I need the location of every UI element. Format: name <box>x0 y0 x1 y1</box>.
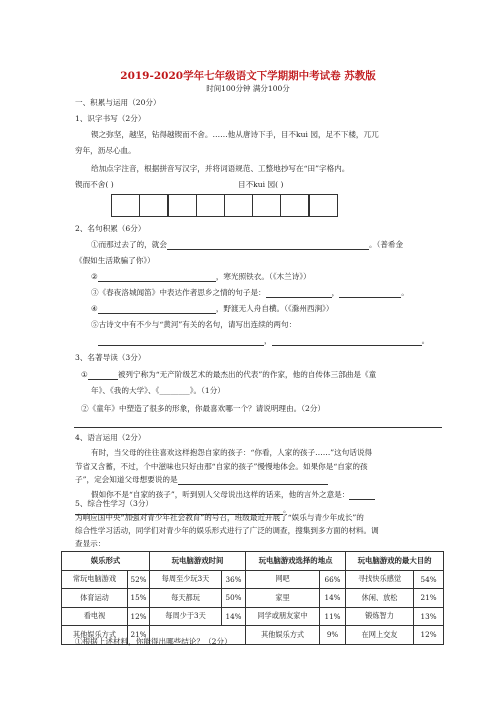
table-cell: 锻炼智力 <box>346 607 414 626</box>
q1-instruction: 给加点字注音，根据拼音写汉字，并将词语规范、工整地抄写在“田”字格内。 <box>91 164 350 173</box>
tian-grid[interactable] <box>112 194 338 217</box>
table-cell: 15% <box>128 589 150 608</box>
answer-blank[interactable] <box>167 240 369 250</box>
tian-cell[interactable] <box>168 194 197 217</box>
tian-cell[interactable] <box>280 194 309 217</box>
period: 。 <box>283 505 291 514</box>
q2-line-4-num: ④ <box>91 304 98 313</box>
section-heading: 一、积累与运用（20分） <box>75 98 161 107</box>
q2-line-5-answer <box>98 336 429 346</box>
table-cell: 9% <box>320 626 346 645</box>
exam-subtitle: 时间100分钟 满分100分 <box>206 84 290 93</box>
table-cell: 其他娱乐方式 <box>62 626 128 645</box>
q4-line-3-text: 子”，定会知道父母想要说的是 <box>75 475 178 484</box>
answer-blank[interactable] <box>88 370 118 380</box>
table-cell: 13% <box>414 607 444 626</box>
q2-line-4 <box>91 304 334 314</box>
q2-line-4-text: ，野渡无人舟自横。（《滁州西涧》） <box>215 304 334 313</box>
tian-cell[interactable] <box>196 194 225 217</box>
q5-question: ①根据上述材料，你能得出哪些结论？（2分） <box>75 637 232 646</box>
q4-line-2: 节省又含蓄，不过，个中滋味也只好由那“自家的孩子”慢慢地体会。如果你是“自家的孩 <box>75 462 368 471</box>
q2-line-1 <box>91 240 403 250</box>
q4-line-4-text: 假如你不是“自家的孩子”，听到别人父母说出这样的话来，他的言外之意是： <box>91 490 350 499</box>
tian-cell[interactable] <box>252 194 281 217</box>
q5-line-3: 查显示： <box>75 539 106 548</box>
table-cell: 52% <box>128 570 150 589</box>
table-cell: 21% <box>128 626 150 645</box>
q3-line-2: 年》、《我的大学》、《________》。（1分） <box>91 386 225 395</box>
table-cell: 每周至少玩3天 <box>150 570 222 589</box>
table-cell: 21% <box>414 589 444 608</box>
table-cell: 常玩电脑游戏 <box>62 570 128 589</box>
table-cell: 看电视 <box>62 607 128 626</box>
table-cell: 54% <box>414 570 444 589</box>
comma: ， <box>264 336 272 345</box>
q3-line-3: ②《童年》中塑造了很多的形象，你最喜欢哪一个？请说明理由。（2分） <box>81 404 326 413</box>
table-row <box>62 607 444 626</box>
q1-blank-1[interactable]: 锲而不舍( ) <box>75 180 114 189</box>
tian-cell[interactable] <box>139 194 168 217</box>
table-cell: 36% <box>222 570 246 589</box>
table-cell: 每天都玩 <box>150 589 222 608</box>
table-cell: 66% <box>320 570 346 589</box>
table-cell: 同学或朋友家中 <box>246 607 320 626</box>
table-cell: 家里 <box>246 589 320 608</box>
q4-line-3 <box>75 475 328 485</box>
table-cell: 50% <box>222 589 246 608</box>
table-cell: 寻找快乐感觉 <box>346 570 414 589</box>
q3-line-1-num: ① <box>81 370 88 379</box>
table-header: 娱乐形式 <box>62 552 150 571</box>
q2-line-1-tail: 。（普希金 <box>368 240 404 249</box>
question-4-heading: 4、语言运用（2分） <box>75 433 146 442</box>
q2-line-2-text: ，寒光照铁衣。（《木兰诗》） <box>215 272 311 281</box>
table-cell: 12% <box>414 626 444 645</box>
q2-line-5: ⑤古诗文中有不少与“黄河”有关的名句，请写出连续的两句： <box>91 320 297 329</box>
q4-line-1: 有时，当父母的往往喜欢这样抱怨自家的孩子：“你看，人家的孩子……”这句话说得 <box>91 448 373 457</box>
question-3-heading: 3、名著导读（3分） <box>75 353 146 362</box>
q2-line-1-text: ①而那过去了的，就会 <box>91 240 167 249</box>
table-cell: 11% <box>320 607 346 626</box>
exam-title: 2019-2020学年七年级语文下学期期中考试卷 苏教版 <box>120 70 376 82</box>
q1-blank-2[interactable]: 目不kui 园( ) <box>238 180 284 189</box>
period: 。 <box>421 336 430 345</box>
table-row <box>62 589 444 608</box>
table-cell: 休闲、放松 <box>346 589 414 608</box>
answer-blank[interactable] <box>272 336 422 346</box>
question-5-heading: 5、综合性学习（3分） <box>75 499 154 508</box>
q5-line-1: 为响应国中央“加强对青少年社会教育”的号召，班级最近开展了“娱乐与青少年成长”的 <box>75 513 364 522</box>
tian-cell[interactable] <box>309 194 338 217</box>
table-cell: 14% <box>320 589 346 608</box>
q3-line-1 <box>81 370 376 380</box>
q2-line-3: ③《春夜洛城闻笛》中表达作者思乡之情的句子是： ， 。 <box>91 288 409 297</box>
tian-cell[interactable] <box>224 194 253 217</box>
answer-blank[interactable] <box>349 490 375 500</box>
q2-line-2-num: ② <box>91 272 98 281</box>
table-row <box>62 570 444 589</box>
table-cell: 每周少于3天 <box>150 607 222 626</box>
q1-passage-line-2: 穷年，沥尽心血。 <box>75 146 136 155</box>
answer-blank[interactable] <box>266 288 332 298</box>
question-2-heading: 2、名句积累（6分） <box>75 224 146 233</box>
table-header: 玩电脑游戏时间 <box>150 552 246 571</box>
table-cell: 12% <box>128 607 150 626</box>
survey-table <box>61 551 444 645</box>
q2-line-2 <box>91 272 311 282</box>
tian-cell[interactable] <box>111 194 140 217</box>
answer-blank[interactable] <box>178 475 328 485</box>
table-cell: 体育运动 <box>62 589 128 608</box>
answer-line[interactable] <box>74 427 442 428</box>
q1-passage-line-1: 锲之弥坚，越坚，钻得越锲而不舍。……他从唐诗下手，目不kui 园，足不下楼，兀兀 <box>91 130 379 139</box>
table-cell: 14% <box>222 607 246 626</box>
table-header-row <box>62 552 444 571</box>
question-1-heading: 1、识字书写（2分） <box>75 114 146 123</box>
q2-line-3-text: ③《春夜洛城闻笛》中表达作者思乡之情的句子是： <box>91 288 266 297</box>
table-cell: 网吧 <box>246 570 320 589</box>
q2-line-1-source: 《假如生活欺骗了你》） <box>75 256 155 265</box>
answer-blank[interactable] <box>98 272 216 282</box>
q5-line-2: 综合性学习活动，同学们对青少年的娱乐形式进行了广泛的调查，搜集到多方面的材料。调 <box>75 526 379 535</box>
table-header: 玩电脑游戏选择的地点 <box>246 552 346 571</box>
answer-blank[interactable] <box>98 304 216 314</box>
answer-blank[interactable] <box>339 288 401 298</box>
table-cell: 其他娱乐方式 <box>246 626 320 645</box>
answer-blank[interactable] <box>98 336 264 346</box>
q3-line-1-text: 被列宁称为“无产阶级艺术的最杰出的代表”的作家，他的自传体三部曲是《童 <box>117 370 377 379</box>
table-cell: 在网上交友 <box>346 626 414 645</box>
table-header: 玩电脑游戏的最大目的 <box>346 552 444 571</box>
